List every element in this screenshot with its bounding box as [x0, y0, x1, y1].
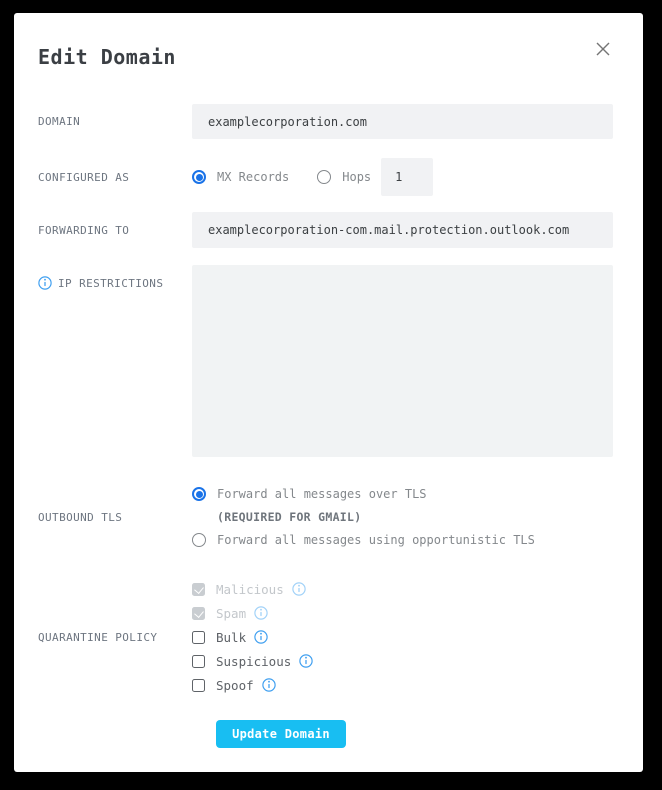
domain-input[interactable] — [192, 104, 613, 139]
close-icon — [595, 41, 611, 57]
outbound-tls-row — [38, 482, 613, 552]
forwarding-to-row — [38, 212, 613, 248]
info-icon[interactable] — [262, 678, 276, 692]
checkbox-label-spoof: Spoof — [216, 677, 254, 693]
radio-label-mx-records: MX Records — [217, 170, 290, 184]
checkbox-icon-bulk[interactable] — [192, 631, 205, 644]
checkbox-option-suspicious[interactable] — [192, 649, 613, 673]
checkbox-label-bulk: Bulk — [216, 629, 247, 645]
radio-label-hops: Hops — [342, 170, 372, 184]
checkbox-option-bulk[interactable] — [192, 625, 613, 649]
update-domain-button[interactable]: Update Domain — [216, 720, 346, 748]
button-row — [216, 697, 613, 748]
radio-icon-hops[interactable] — [317, 170, 331, 184]
checkbox-icon-suspicious[interactable] — [192, 655, 205, 668]
configured-as-row — [38, 158, 613, 196]
checkbox-icon-malicious[interactable] — [192, 583, 205, 596]
tls-required-note: (REQUIRED FOR GMAIL) — [217, 510, 362, 524]
radio-option-tls-opportunistic[interactable] — [192, 528, 613, 552]
radio-label-tls-opportunistic: Forward all messages using opportunistic TLS — [217, 533, 535, 547]
info-icon[interactable] — [292, 582, 306, 596]
checkbox-option-malicious[interactable] — [192, 577, 613, 601]
forwarding-to-input[interactable] — [192, 212, 613, 248]
checkbox-icon-spoof[interactable] — [192, 679, 205, 692]
hops-input[interactable] — [381, 158, 433, 196]
info-icon[interactable] — [254, 606, 268, 620]
radio-option-tls-required[interactable] — [192, 482, 613, 506]
radio-icon-tls-required[interactable] — [192, 487, 206, 501]
ip-restrictions-row — [38, 265, 613, 461]
quarantine-policy-row — [38, 577, 613, 697]
close-button[interactable] — [593, 39, 613, 59]
radio-option-mx-records[interactable] — [192, 170, 289, 184]
checkbox-option-spoof[interactable] — [192, 673, 613, 697]
forwarding-to-label: FORWARDING TO — [38, 223, 130, 237]
info-icon[interactable] — [299, 654, 313, 668]
radio-icon-mx-records[interactable] — [192, 170, 206, 184]
domain-label: DOMAIN — [38, 115, 81, 128]
ip-restrictions-label: IP RESTRICTIONS — [58, 276, 164, 290]
checkbox-option-spam[interactable] — [192, 601, 613, 625]
checkbox-icon-spam[interactable] — [192, 607, 205, 620]
configured-as-label: CONFIGURED AS — [38, 170, 130, 184]
modal-title: Edit Domain — [38, 45, 176, 69]
radio-icon-tls-opportunistic[interactable] — [192, 533, 206, 547]
outbound-tls-label: OUTBOUND TLS — [38, 510, 123, 524]
ip-restrictions-label-group — [38, 265, 192, 290]
quarantine-policy-label: QUARANTINE POLICY — [38, 630, 158, 644]
radio-label-tls-required: Forward all messages over TLS — [217, 487, 427, 501]
checkbox-label-malicious: Malicious — [216, 581, 284, 597]
checkbox-label-spam: Spam — [216, 605, 247, 621]
checkbox-label-suspicious: Suspicious — [216, 653, 292, 669]
info-icon[interactable] — [254, 630, 268, 644]
domain-row — [38, 104, 613, 139]
info-icon[interactable] — [38, 276, 52, 290]
radio-option-hops[interactable] — [317, 158, 433, 196]
ip-restrictions-textarea[interactable] — [192, 265, 613, 457]
edit-domain-modal — [14, 13, 643, 772]
